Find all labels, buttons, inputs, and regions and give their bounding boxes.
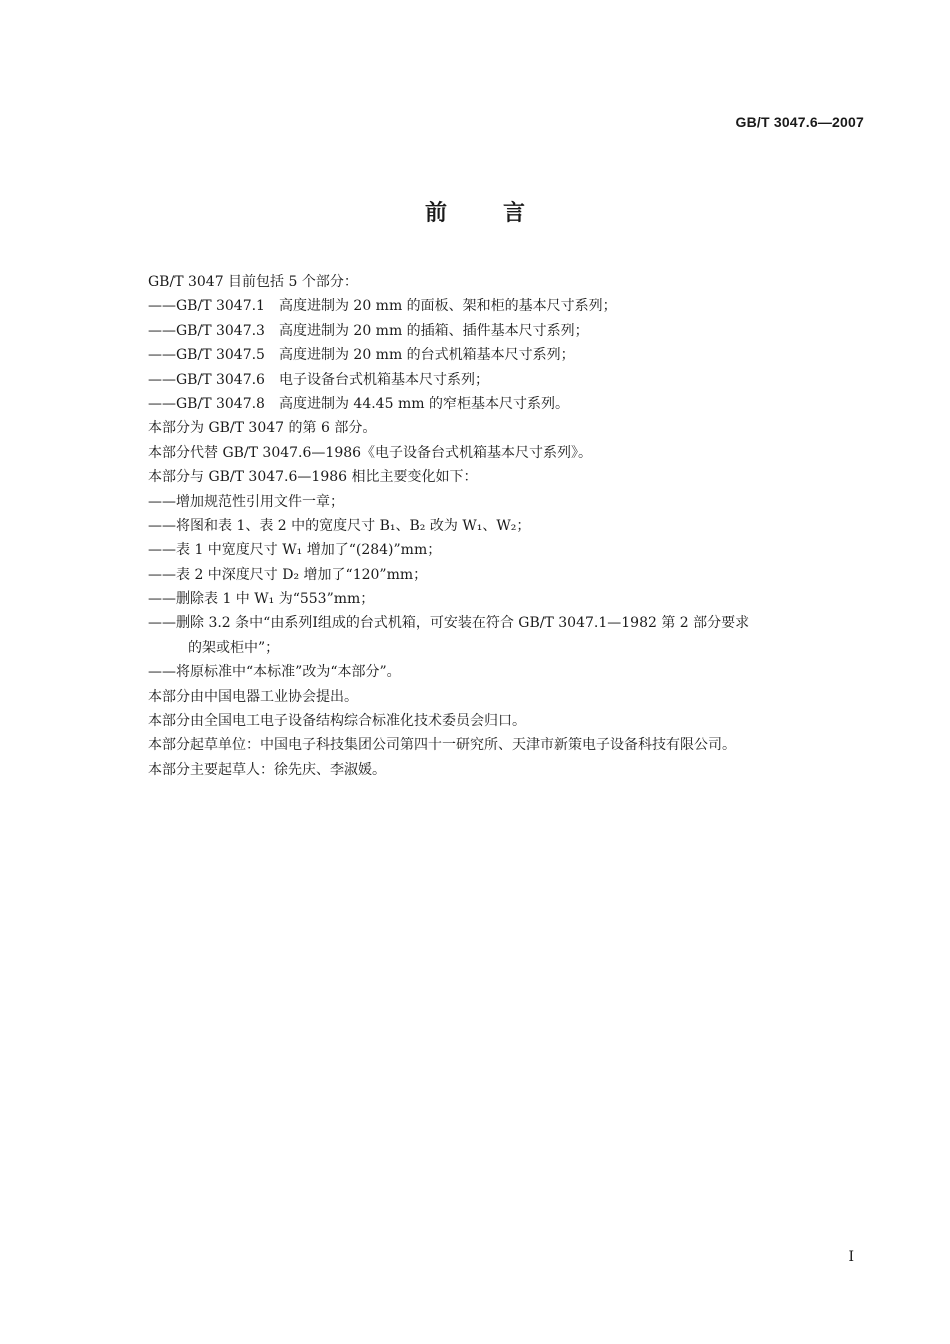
drafters-statement: 本部分主要起草人：徐先庆、李淑媛。 [148,761,386,778]
drafting-units-statement: 本部分起草单位：中国电子科技集团公司第四十一研究所、天津市新策电子设备科技有限公司。 [148,737,736,754]
proposer-statement: 本部分由中国电器工业协会提出。 [148,688,358,705]
replacement-statement: 本部分代替 GB/T 3047.6—1986《电子设备台式机箱基本尺寸系列》。 [148,444,593,461]
committee-statement: 本部分由全国电工电子设备结构综合标准化技术委员会归口。 [148,713,526,730]
change-item: ——增加规范性引用文件一章； [148,493,344,510]
part-list-item: ——GB/T 3047.3 高度进制为 20 mm 的插箱、插件基本尺寸系列； [148,322,589,339]
change-item: ——表 1 中宽度尺寸 W₁ 增加了“(284)”mm； [148,542,442,559]
standard-code: GB/T 3047.6—2007 [735,114,864,130]
changes-intro: 本部分与 GB/T 3047.6—1986 相比主要变化如下： [148,469,478,486]
intro-line: GB/T 3047 目前包括 5 个部分： [148,274,358,290]
change-item: ——表 2 中深度尺寸 D₂ 增加了“120”mm； [148,566,428,583]
change-item: ——删除表 1 中 W₁ 为“553”mm； [148,591,375,608]
part-list-item: ——GB/T 3047.1 高度进制为 20 mm 的面板、架和柜的基本尺寸系列； [148,298,617,315]
part-statement: 本部分为 GB/T 3047 的第 6 部分。 [148,420,377,437]
part-list-item: ——GB/T 3047.6 电子设备台式机箱基本尺寸系列； [148,371,489,388]
change-item: ——删除 3.2 条中“由系列Ⅰ组成的台式机箱，可安装在符合 GB/T 3047.1—1982 第 2 部分要求 [148,615,750,632]
change-item: ——将原标准中“本标准”改为“本部分”。 [148,664,401,681]
change-item: ——将图和表 1、表 2 中的宽度尺寸 B₁、B₂ 改为 W₁、W₂； [148,517,531,534]
page-number: I [848,1249,854,1265]
page-title: 前言 [424,201,581,226]
part-list-item: ——GB/T 3047.5 高度进制为 20 mm 的台式机箱基本尺寸系列； [148,347,575,364]
foreword-body [148,270,868,782]
part-list-item: ——GB/T 3047.8 高度进制为 44.45 mm 的窄柜基本尺寸系列。 [148,395,569,412]
change-item-continuation: 的架或柜中”； [188,639,280,656]
